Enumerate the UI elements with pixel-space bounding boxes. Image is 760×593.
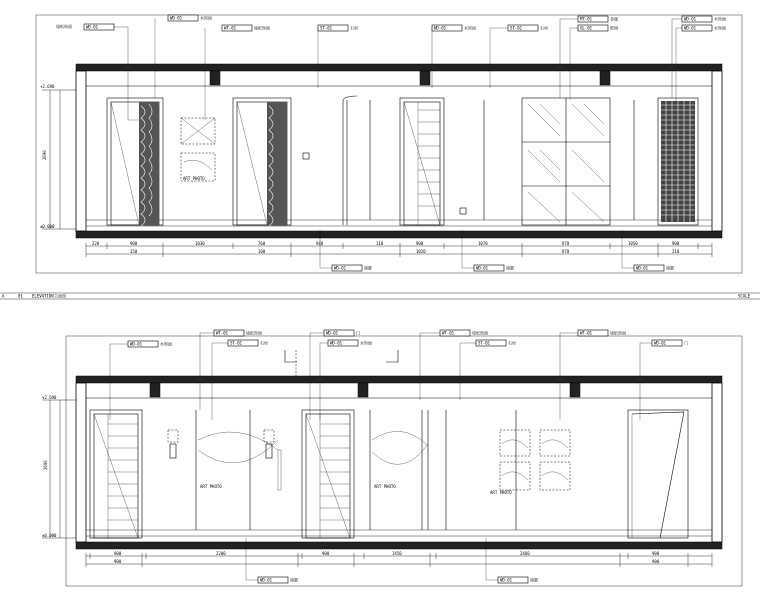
material-tag-desc: 玻璃 <box>610 25 618 31</box>
material-tag-code: WD-01 <box>684 25 697 31</box>
ceiling-detail <box>285 350 297 362</box>
height-dim-label: 2690 <box>43 460 48 470</box>
art-photo-label: ART PHOTO <box>490 490 512 495</box>
dim-label: 100 <box>258 249 266 254</box>
ceiling-beam <box>570 383 580 397</box>
top-dimension-chain <box>86 241 712 257</box>
art-panel-b1 <box>196 410 281 530</box>
art-panel-b2 <box>370 410 428 530</box>
wall-sconce <box>168 430 274 458</box>
material-tag-code: WD-01 <box>86 24 99 30</box>
material-tag-code: WD-01 <box>654 340 667 346</box>
material-tag-code: WD-01 <box>434 25 447 31</box>
ceiling-beam <box>420 71 430 85</box>
art-photo-grid-b <box>490 410 570 530</box>
material-tag-desc: 木饰面 <box>200 15 212 21</box>
material-tag-desc: 踢脚 <box>290 577 298 583</box>
dim-label: 1070 <box>478 241 488 246</box>
material-tag-desc: 踢脚 <box>666 265 674 271</box>
top-elevation <box>36 15 742 274</box>
title-bar-item: A <box>2 293 5 299</box>
material-tag-code: ST-01 <box>320 25 333 31</box>
material-tag-code: WD-01 <box>330 340 343 346</box>
dim-label: 2460 <box>520 551 530 556</box>
door-panel-3 <box>400 98 444 225</box>
door-wood-2 <box>233 98 291 226</box>
material-tag-desc: 木饰面 <box>714 25 726 31</box>
material-tag-desc: 石材 <box>540 25 548 31</box>
art-photo-label: ART PHOTO <box>200 484 222 489</box>
material-tag-code: MT-01 <box>580 16 593 22</box>
lattice-cabinet <box>658 98 698 225</box>
material-tag-desc: 踢脚 <box>506 265 514 271</box>
material-tag-desc: 墙纸饰面 <box>254 25 270 31</box>
floor-slab <box>76 542 722 549</box>
material-tag-desc: 门 <box>356 330 360 336</box>
door-panel-b1 <box>90 410 142 538</box>
glass-door <box>522 98 610 225</box>
material-tag-code: ST-01 <box>478 340 491 346</box>
material-tag-code: WD-01 <box>326 330 339 336</box>
material-tag-desc: 踢脚 <box>530 577 538 583</box>
dim-label: 900 <box>130 241 138 246</box>
material-tag-desc: 金属 <box>610 16 618 22</box>
material-tag-code: WD-01 <box>476 265 489 271</box>
top-level-markers <box>40 84 76 229</box>
ceiling-beam <box>150 383 160 397</box>
material-tag-desc: 木饰面 <box>160 341 172 347</box>
material-tag-code: WT-01 <box>442 330 455 336</box>
material-tag-desc: 踢脚 <box>364 265 372 271</box>
material-tag-code: WD-01 <box>500 577 513 583</box>
bottom-dimension-chain <box>86 551 712 567</box>
material-tag-code: WD-01 <box>260 577 273 583</box>
dim-label: 900 <box>114 559 122 564</box>
material-tag-desc: 墙纸饰面 <box>610 330 626 336</box>
dim-label: 110 <box>376 241 384 246</box>
dim-label: 900 <box>672 241 680 246</box>
dim-label: 900 <box>322 551 330 556</box>
title-bar-item: ELEVATION <box>32 293 54 299</box>
dim-label: 1450 <box>392 551 402 556</box>
top-tag-note: 墙纸饰面 <box>56 24 72 29</box>
ceiling-beam <box>358 383 368 397</box>
ceiling-beam <box>210 71 220 85</box>
level-low-label: ±0.000 <box>42 533 57 538</box>
height-dim-label: 2690 <box>42 150 47 160</box>
material-tag-code: WD-01 <box>334 265 347 271</box>
material-tag-code: WD-01 <box>130 341 143 347</box>
door-panel-b2 <box>302 410 354 538</box>
title-bar-item: 立面图 <box>54 293 66 299</box>
dim-label: 760 <box>258 241 266 246</box>
floor-slab <box>76 231 722 238</box>
left-wall <box>76 71 86 231</box>
art-photo-label: ART PHOTO <box>183 176 205 181</box>
right-wall <box>712 71 722 231</box>
material-tag-code: WT-01 <box>224 25 237 31</box>
dim-label: 1020 <box>416 249 426 254</box>
level-high-label: +2.690 <box>40 84 55 89</box>
left-wall <box>76 383 86 542</box>
ceiling-detail <box>386 350 398 362</box>
dim-label: 900 <box>652 551 660 556</box>
bottom-level-markers <box>42 395 76 538</box>
art-photo-group-1 <box>181 118 215 181</box>
switch-plate <box>303 153 309 159</box>
dim-label: 210 <box>672 249 680 254</box>
material-tag-code: WD-01 <box>170 15 183 21</box>
material-tag-code: WD-01 <box>636 265 649 271</box>
dim-label: 900 <box>652 559 660 564</box>
title-bar-item: 01 <box>18 293 23 299</box>
title-bar <box>0 293 760 300</box>
material-tag-code: ST-01 <box>510 25 523 31</box>
dim-label: 900 <box>114 551 122 556</box>
material-tag-desc: 墙纸饰面 <box>246 330 262 336</box>
right-wall <box>712 383 722 542</box>
dim-label: 940 <box>316 241 324 246</box>
dim-label: 1050 <box>628 241 638 246</box>
level-high-label: +2.690 <box>42 395 57 400</box>
material-tag-desc: 木饰面 <box>360 340 372 346</box>
bottom-elevation <box>42 330 742 587</box>
switch-plate <box>460 208 466 214</box>
material-tag-code: WT-01 <box>216 330 229 336</box>
material-tag-code: WT-01 <box>580 330 593 336</box>
level-low-label: ±0.000 <box>40 224 55 229</box>
dim-label: 1030 <box>195 241 205 246</box>
material-tag-desc: 石材 <box>508 340 516 346</box>
material-tag-desc: 石材 <box>260 340 268 346</box>
dim-label: 870 <box>562 249 570 254</box>
material-tag-code: ST-01 <box>230 340 243 346</box>
material-tag-code: WD-01 <box>684 16 697 22</box>
column-edge <box>343 96 357 225</box>
dim-label: 870 <box>562 241 570 246</box>
scale-label: SCALE <box>738 293 751 299</box>
material-tag-code: GL-01 <box>580 25 593 31</box>
ceiling-beam <box>600 71 610 85</box>
dim-label: 150 <box>130 249 138 254</box>
door-wood-1 <box>107 98 163 226</box>
material-tag-desc: 门 <box>684 340 688 346</box>
art-photo-label: ART PHOTO <box>374 484 396 489</box>
ceiling-slab <box>76 376 722 383</box>
door-open-b3 <box>628 410 688 538</box>
ceiling-slab <box>76 64 722 71</box>
material-tag-desc: 木饰面 <box>714 16 726 22</box>
dim-label: 220 <box>92 241 100 246</box>
material-tag-desc: 木饰面 <box>464 25 476 31</box>
dim-label: 900 <box>416 241 424 246</box>
material-tag-desc: 墙纸饰面 <box>472 330 488 336</box>
material-tag-desc: 石材 <box>350 25 358 31</box>
dim-label: 2200 <box>216 551 226 556</box>
top-tag-row <box>56 15 726 32</box>
